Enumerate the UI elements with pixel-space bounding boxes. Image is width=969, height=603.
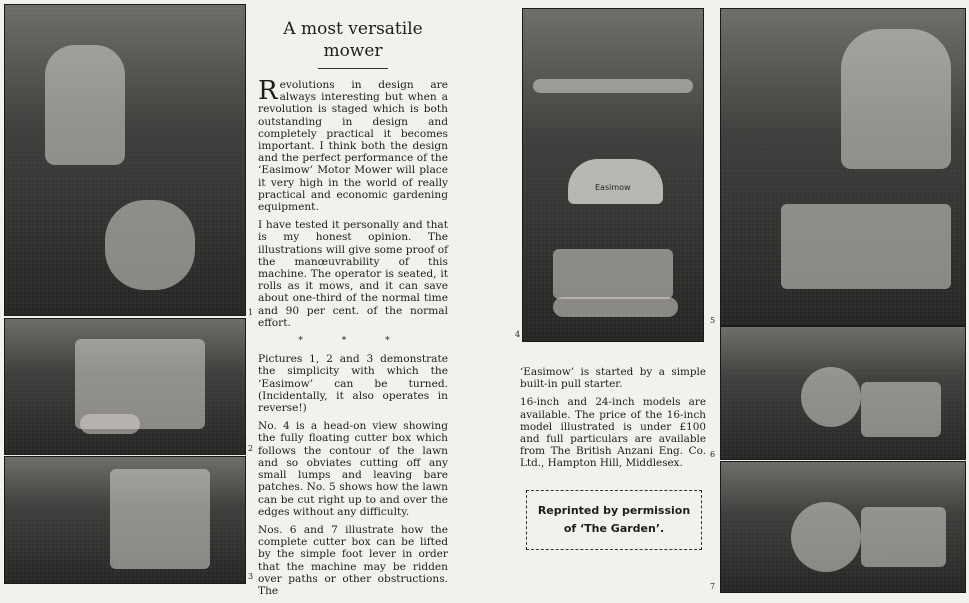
photo-5-label: 5 <box>710 316 716 325</box>
article-paragraph-5: Nos. 6 and 7 illustrate how the complete cutter box can be lifted by the simple foot lever in order that the machine may be ridden over paths or other obstructions. The <box>258 523 448 597</box>
photo-7 <box>720 461 966 593</box>
photo-4-brand: Easimow <box>595 183 631 192</box>
article-continuation <box>520 366 706 476</box>
article-column <box>258 18 448 603</box>
title-line-1: A most versatile <box>283 19 423 39</box>
title-rule <box>318 68 388 69</box>
reprint-line-2: of ‘The Garden’. <box>563 522 665 535</box>
photo-1 <box>4 4 246 316</box>
reprint-line-1: Reprinted by permission <box>537 504 691 517</box>
photo-2-label: 2 <box>248 444 254 453</box>
section-stars: * * * <box>298 336 408 347</box>
article-paragraph-1 <box>258 76 448 214</box>
drop-cap: R <box>258 76 278 106</box>
article-paragraph-3: Pictures 1, 2 and 3 demonstrate the simplicity with which the ‘Easimow’ can be turned. (Incidentally, it also operates in reverse!) <box>258 353 448 415</box>
paragraph-1-text: evolutions in design are always interesting but when a revolution is staged which is both outstanding in design and completely practical it becomes important. I think both the design and the perfect performance of the ‘Easimow’ Motor Mower will place it very high in the world of really practical and economic gardening equipment. <box>258 79 448 214</box>
photo-4 <box>522 8 704 342</box>
photo-5 <box>720 8 966 326</box>
photo-6-label: 6 <box>710 450 716 459</box>
article-paragraph-6: ‘Easimow’ is started by a simple built-in pull starter. <box>520 366 706 391</box>
photo-3-label: 3 <box>248 572 254 581</box>
article-paragraph-7: 16-inch and 24-inch models are available. The price of the 16-inch model illustrated is under £100 and full particulars are available from The British Anzani Eng. Co. Ltd., Hampton Hill, Middlesex. <box>520 396 706 470</box>
photo-6 <box>720 326 966 460</box>
article-paragraph-4: No. 4 is a head-on view showing the fully floating cutter box which follows the contour of the lawn and so obviates cutting off any small lumps and leaving bare patches. No. 5 shows how the lawn can be cut right up to and over the edges without any difficulty. <box>258 420 448 518</box>
article-title <box>258 18 448 62</box>
article-paragraph-2: I have tested it personally and that is my honest opinion. The illustrations will give some proof of the manœuvrability of this machine. The operator is seated, it rolls as it mows, and it can save about one-third of the normal time and 90 per cent. of the normal effort. <box>258 219 448 329</box>
photo-3 <box>4 456 246 584</box>
reprint-notice-box <box>526 490 702 550</box>
photo-7-label: 7 <box>710 582 716 591</box>
photo-4-label: 4 <box>515 330 521 339</box>
title-line-2: mower <box>323 41 383 61</box>
photo-1-label: 1 <box>248 308 254 317</box>
photo-2 <box>4 318 246 455</box>
